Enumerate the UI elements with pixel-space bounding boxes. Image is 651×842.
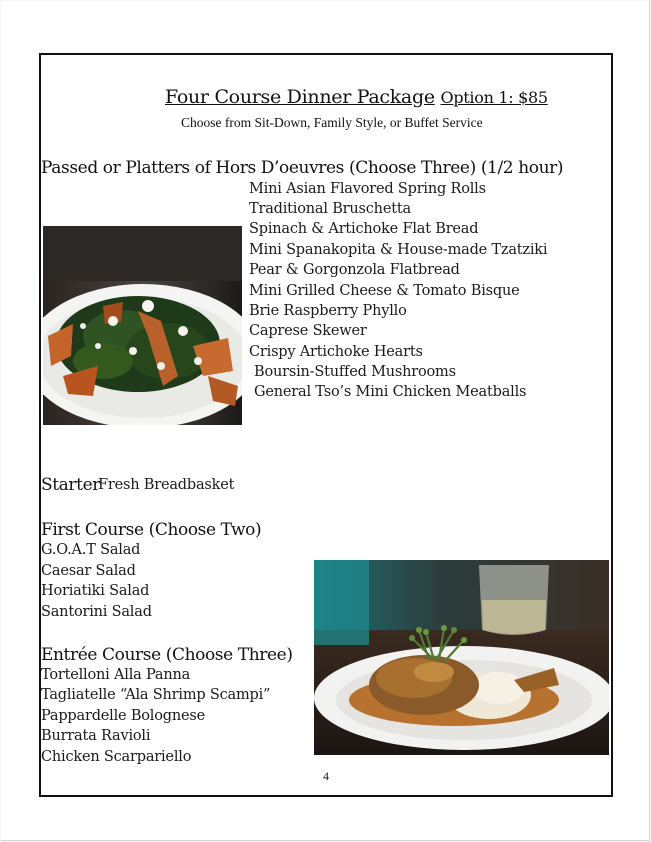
list-item: Mini Grilled Cheese & Tomato Bisque xyxy=(249,283,520,299)
list-item: Crispy Artichoke Hearts xyxy=(249,344,423,360)
hors-doeuvres-heading: Passed or Platters of Hors D’oeuvres (Choose Three) (1/2 hour) xyxy=(41,158,564,178)
list-item: G.O.A.T Salad xyxy=(41,542,141,558)
list-item: Santorini Salad xyxy=(41,604,152,620)
salad-illustration xyxy=(43,226,242,425)
list-item: Horiatiki Salad xyxy=(41,583,150,599)
entree-illustration xyxy=(314,560,609,755)
document-page xyxy=(1,1,650,841)
list-item: Caprese Skewer xyxy=(249,323,367,339)
page-title xyxy=(165,86,548,108)
salad-photo xyxy=(43,226,242,425)
list-item: Tortelloni Alla Panna xyxy=(41,667,191,683)
list-item: Brie Raspberry Phyllo xyxy=(249,303,407,319)
entree-course-heading: Entrée Course (Choose Three) xyxy=(41,645,293,665)
list-item: Caesar Salad xyxy=(41,563,136,579)
list-item: Spinach & Artichoke Flat Bread xyxy=(249,221,479,237)
list-item: Chicken Scarpariello xyxy=(41,749,192,765)
list-item: Mini Spanakopita & House-made Tzatziki xyxy=(249,242,548,258)
list-item: Mini Asian Flavored Spring Rolls xyxy=(249,181,486,197)
package-option-price: Option 1: $85 xyxy=(440,88,548,107)
page-number: 4 xyxy=(323,769,329,783)
list-item: Pear & Gorgonzola Flatbread xyxy=(249,262,460,278)
list-item: Burrata Ravioli xyxy=(41,728,151,744)
list-item: Boursin-Stuffed Mushrooms xyxy=(254,364,456,380)
starter-item: Fresh Breadbasket xyxy=(98,477,235,493)
package-title: Four Course Dinner Package xyxy=(165,86,435,108)
list-item: Pappardelle Bolognese xyxy=(41,708,205,724)
list-item: Tagliatelle “Ala Shrimp Scampi” xyxy=(41,687,271,703)
list-item: General Tso’s Mini Chicken Meatballs xyxy=(254,384,527,400)
list-item: Traditional Bruschetta xyxy=(249,201,411,217)
entree-photo xyxy=(314,560,609,755)
service-style-note: Choose from Sit-Down, Family Style, or Buffet Service xyxy=(181,115,483,130)
first-course-heading: First Course (Choose Two) xyxy=(41,520,262,540)
starter-heading: Starter xyxy=(41,475,100,495)
